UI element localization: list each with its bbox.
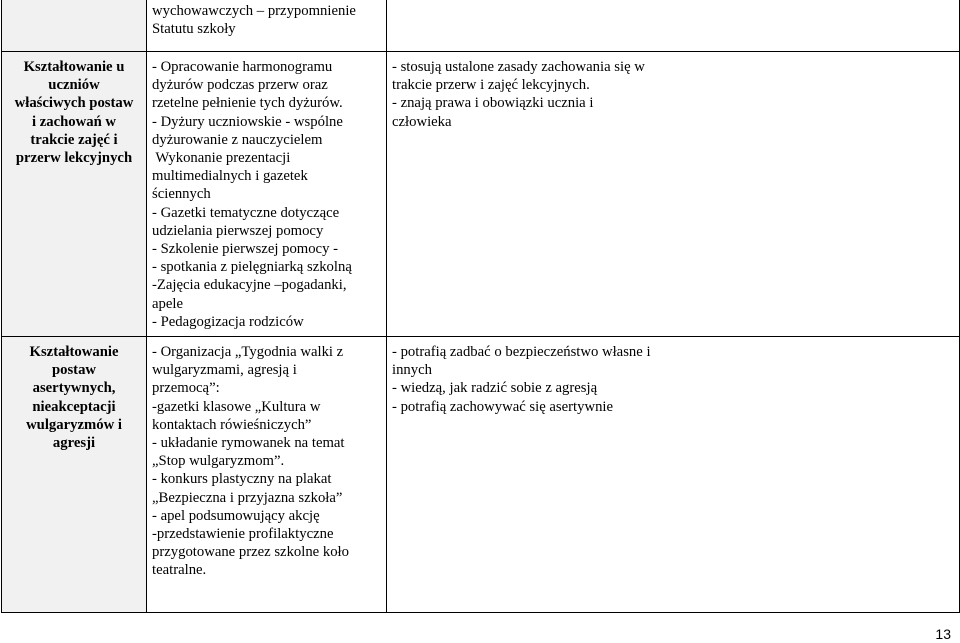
category-line: asertywnych,	[32, 380, 116, 397]
tasks-line: -Zajęcia edukacyjne –pogadanki,	[152, 277, 347, 294]
tasks-line: - spotkania z pielęgniarką szkolną	[152, 259, 352, 276]
tasks-line: przygotowane przez szkolne koło	[152, 544, 349, 561]
tasks-line: wulgaryzmami, agresją i	[152, 362, 297, 379]
category-line: postaw	[51, 362, 97, 379]
outcomes-line: - wiedzą, jak radzić sobie z agresją	[392, 380, 598, 397]
tasks-line: dyżurowanie z nauczycielem	[152, 131, 323, 148]
tasks-line: kontaktach rówieśniczych”	[152, 416, 312, 433]
tasks-line: Statutu szkoły	[152, 21, 236, 38]
tasks-line: udzielania pierwszej pomocy	[152, 222, 324, 239]
tasks-line: wychowawczych – przypomnienie	[152, 3, 356, 19]
category-line: wulgaryzmów i	[26, 416, 122, 433]
tasks-line: - apel podsumowujący akcję	[152, 507, 320, 524]
tasks-cell	[147, 0, 387, 52]
outcomes-line: - potrafią zadbać o bezpieczeństwo własne i	[392, 344, 651, 360]
tasks-line: rzetelne pełnienie tych dyżurów.	[152, 95, 343, 112]
category-line: przerw lekcyjnych	[15, 150, 133, 167]
table-row	[2, 337, 960, 613]
tasks-line: apele	[152, 295, 183, 312]
tasks-line: teatralne.	[152, 562, 207, 579]
tasks-line: -gazetki klasowe „Kultura w	[152, 398, 321, 415]
tasks-line: multimedialnych i gazetek	[152, 168, 308, 185]
tasks-cell	[147, 52, 387, 337]
category-line: właściwych postaw	[14, 95, 134, 112]
tasks-line: przemocą”:	[152, 380, 220, 397]
category-line: nieakceptacji	[32, 398, 116, 415]
tasks-line: dyżurów podczas przerw oraz	[152, 77, 328, 94]
tasks-line: - Organizacja „Tygodnia walki z	[152, 344, 344, 360]
tasks-line: - Szkolenie pierwszej pomocy -	[152, 241, 338, 258]
category-line: Kształtowanie	[29, 344, 119, 360]
outcomes-line: trakcie przerw i zajęć lekcyjnych.	[392, 77, 590, 94]
category-cell	[2, 52, 147, 337]
outcomes-line: innych	[392, 362, 432, 379]
category-line: trakcie zajęć i	[30, 131, 118, 148]
category-line: i zachowań w	[31, 113, 117, 130]
page-number: 13	[935, 626, 951, 642]
outcomes-line: człowieka	[392, 113, 452, 130]
tasks-cell	[147, 337, 387, 613]
tasks-line: -przedstawienie profilaktyczne	[152, 526, 334, 543]
plan-table	[1, 0, 960, 613]
outcomes-line: - potrafią zachowywać się asertywnie	[392, 398, 614, 415]
tasks-line: - Pedagogizacja rodziców	[152, 313, 304, 330]
category-line: Kształtowanie u	[23, 59, 125, 75]
tasks-line: „Bezpieczna i przyjazna szkoła”	[152, 489, 343, 506]
tasks-line: „Stop wulgaryzmom”.	[152, 453, 285, 470]
outcomes-line: - stosują ustalone zasady zachowania się w	[392, 59, 645, 75]
category-cell	[2, 0, 147, 52]
outcomes-cell	[387, 52, 960, 337]
outcomes-line: - znają prawa i obowiązki ucznia i	[392, 95, 594, 112]
category-line: uczniów	[48, 77, 100, 94]
tasks-line: - konkurs plastyczny na plakat	[152, 471, 332, 488]
tasks-line: ściennych	[152, 186, 211, 203]
tasks-line: Wykonanie prezentacji	[152, 150, 291, 167]
tasks-line: - Dyżury uczniowskie - wspólne	[152, 113, 343, 130]
category-line: agresji	[52, 435, 96, 452]
table-row	[2, 52, 960, 337]
outcomes-cell	[387, 0, 960, 52]
table-row	[2, 0, 960, 52]
outcomes-cell	[387, 337, 960, 613]
tasks-line: - układanie rymowanek na temat	[152, 435, 345, 452]
tasks-line: - Opracowanie harmonogramu	[152, 59, 333, 75]
category-cell	[2, 337, 147, 613]
tasks-line: - Gazetki tematyczne dotyczące	[152, 204, 340, 221]
